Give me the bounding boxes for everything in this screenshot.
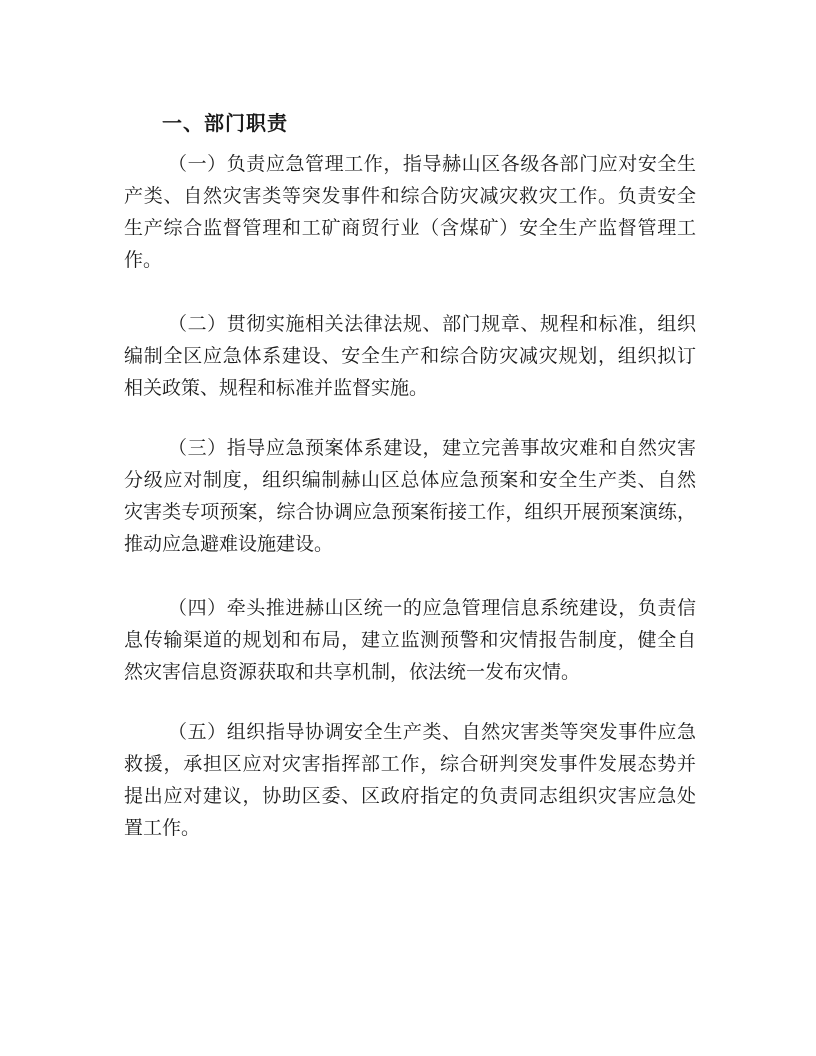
paragraph-2 [124, 308, 696, 404]
paragraph-line: 推动应急避难设施建设。 [124, 533, 334, 555]
paragraph-line: 分级应对制度，组织编制赫山区总体应急预案和安全生产类、自然 [124, 469, 696, 491]
paragraph-line: 救援，承担区应对灾害指挥部工作，综合研判突发事件发展态势并 [124, 753, 696, 775]
paragraph-line: 提出应对建议，协助区委、区政府指定的负责同志组织灾害应急处 [124, 785, 696, 807]
paragraph-line: （二）贯彻实施相关法律法规、部门规章、规程和标准，组织 [168, 313, 696, 335]
paragraph-1 [124, 148, 696, 276]
paragraph-line: 作。 [124, 249, 163, 271]
paragraph-line: 产类、自然灾害类等突发事件和综合防灾减灾救灾工作。负责安全 [124, 185, 696, 207]
paragraph-4 [124, 592, 696, 688]
paragraph-line: 息传输渠道的规划和布局，建立监测预警和灾情报告制度，健全自 [124, 629, 696, 651]
paragraph-line: 置工作。 [124, 817, 201, 839]
paragraph-line: （四）牵头推进赫山区统一的应急管理信息系统建设，负责信 [168, 597, 696, 619]
paragraph-line: 编制全区应急体系建设、安全生产和综合防灾减灾规划，组织拟订 [124, 345, 696, 367]
paragraph-5 [124, 716, 696, 844]
paragraph-line: 灾害类专项预案，综合协调应急预案衔接工作，组织开展预案演练， [124, 501, 696, 523]
paragraph-line: （五）组织指导协调安全生产类、自然灾害类等突发事件应急 [168, 721, 696, 743]
paragraph-line: （一）负责应急管理工作，指导赫山区各级各部门应对安全生 [168, 153, 696, 175]
paragraph-line: 然灾害信息资源获取和共享机制，依法统一发布灾情。 [124, 661, 581, 683]
paragraph-line: （三）指导应急预案体系建设，建立完善事故灾难和自然灾害 [168, 437, 696, 459]
paragraph-3 [124, 432, 696, 560]
paragraph-line: 生产综合监督管理和工矿商贸行业（含煤矿）安全生产监督管理工 [124, 217, 696, 239]
paragraph-line: 相关政策、规程和标准并监督实施。 [124, 377, 429, 399]
section-heading: 一、部门职责 [162, 111, 288, 135]
